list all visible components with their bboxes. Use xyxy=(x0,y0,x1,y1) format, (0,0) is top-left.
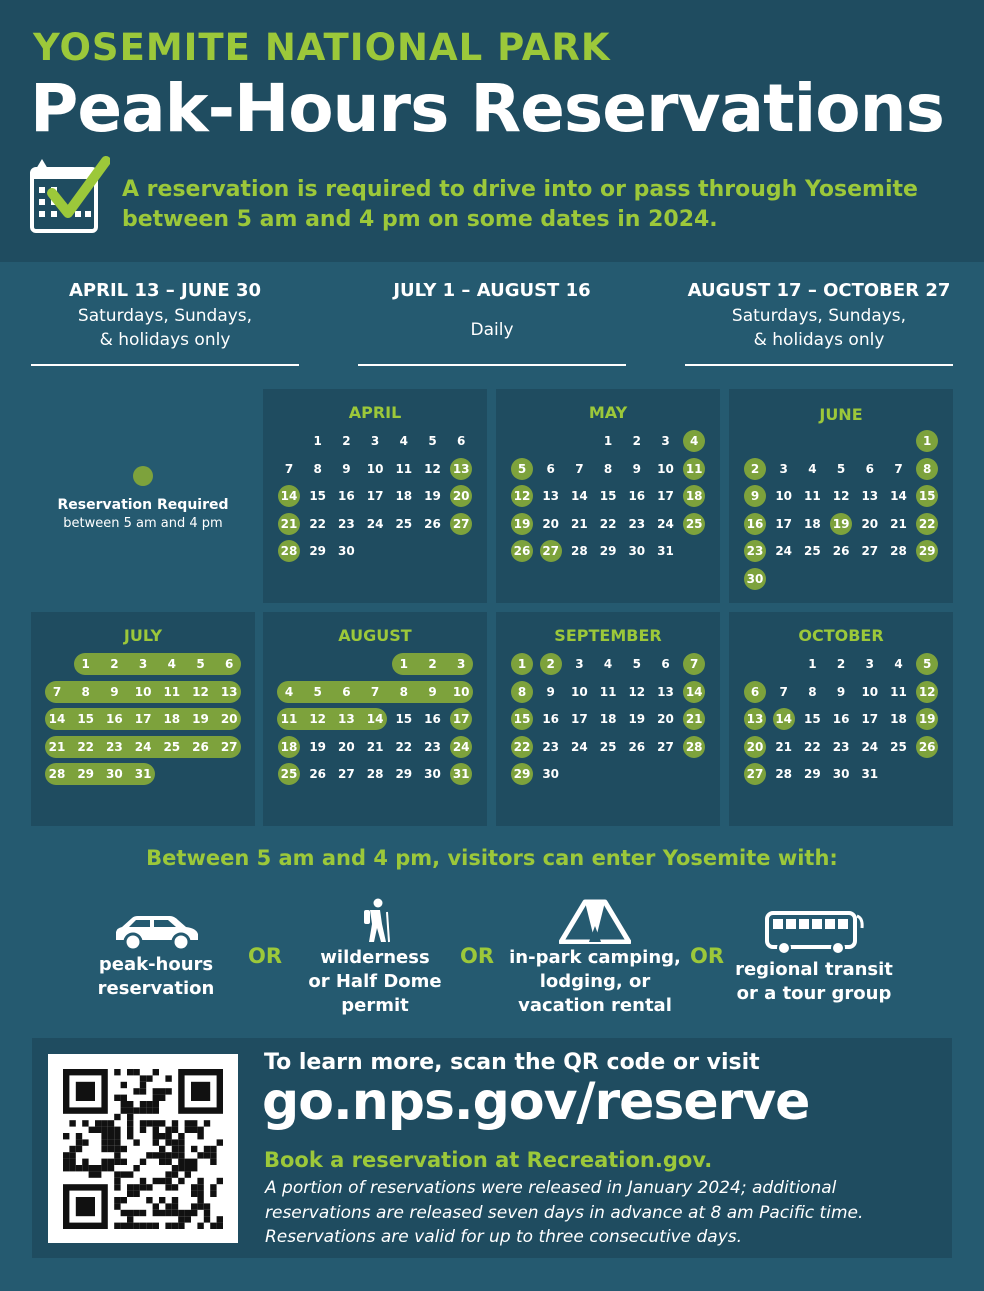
reserved-day: 13 xyxy=(744,708,766,730)
reserved-day: 9 xyxy=(110,684,119,699)
period-spring xyxy=(31,278,299,366)
hiker-icon xyxy=(360,898,392,944)
period-title: AUGUST 17 – OCTOBER 27 xyxy=(687,280,951,301)
calendar-day: 1 xyxy=(808,657,817,671)
calendar-day: 18 xyxy=(395,489,413,504)
option-permit: wilderness or Half Dome permit xyxy=(308,947,442,1016)
calendar-day: 7 xyxy=(575,461,584,476)
calendar-day: 15 xyxy=(599,489,617,504)
qr-code-icon[interactable] xyxy=(48,1054,238,1243)
reserved-day: 1 xyxy=(399,657,408,671)
reserved-day: 2 xyxy=(540,653,562,675)
reserved-day: 2 xyxy=(428,657,437,671)
legend-title: Reservation Required xyxy=(57,497,229,513)
reserved-day: 5 xyxy=(196,657,205,671)
calendar-day: 10 xyxy=(657,461,674,476)
calendar-day: 15 xyxy=(395,712,413,727)
park-name: YOSEMITE NATIONAL PARK xyxy=(33,26,611,69)
footer xyxy=(32,1038,952,1258)
reserved-day: 13 xyxy=(338,712,355,727)
reserved-day: 7 xyxy=(683,653,705,675)
period-title: APRIL 13 – JUNE 30 xyxy=(69,280,261,301)
calendar-day: 9 xyxy=(836,684,846,699)
reserved-day: 11 xyxy=(683,458,705,480)
calendar-day: 22 xyxy=(395,739,413,754)
calendar-day: 17 xyxy=(366,489,384,504)
reserved-day: 4 xyxy=(683,430,705,452)
legend-dot xyxy=(133,466,153,486)
reserved-day: 26 xyxy=(916,736,938,758)
calendar-day: 23 xyxy=(832,739,850,754)
reserved-day: 22 xyxy=(77,739,95,754)
calendar-day: 19 xyxy=(424,489,441,504)
reserved-day: 25 xyxy=(278,763,300,785)
month-title: AUGUST xyxy=(338,626,412,645)
reserved-day: 14 xyxy=(773,708,795,730)
reserved-day: 21 xyxy=(48,739,66,754)
reserved-day: 20 xyxy=(220,712,238,727)
calendar-day: 9 xyxy=(342,461,351,476)
reserved-day: 29 xyxy=(511,763,533,785)
reserved-day: 24 xyxy=(450,736,472,758)
calendar-day: 15 xyxy=(309,489,327,504)
calendar-day: 16 xyxy=(424,712,441,727)
reserved-day: 31 xyxy=(134,767,152,782)
reserved-day: 27 xyxy=(220,739,238,754)
calendar-day: 30 xyxy=(832,767,850,782)
or-label: OR xyxy=(460,944,495,968)
calendar-day: 29 xyxy=(599,544,617,559)
calendar-day: 24 xyxy=(366,516,384,531)
reserved-day: 15 xyxy=(916,485,938,507)
entry-title: Between 5 am and 4 pm, visitors can enter Yosemite with: xyxy=(146,846,838,870)
reserved-day: 21 xyxy=(278,513,300,535)
calendar-day: 3 xyxy=(779,461,788,476)
calendar-day: 3 xyxy=(865,657,874,671)
calendar-day: 13 xyxy=(542,489,560,504)
calendar-october xyxy=(729,612,953,826)
calendar-day: 25 xyxy=(599,739,617,754)
month-title: JULY xyxy=(123,626,163,645)
calendar-day: 2 xyxy=(632,434,641,448)
reserved-day: 8 xyxy=(399,684,408,699)
reserved-day: 11 xyxy=(163,684,181,699)
reserved-day: 25 xyxy=(683,513,705,535)
reserved-day: 27 xyxy=(744,763,766,785)
legend xyxy=(32,466,254,532)
reserved-day: 14 xyxy=(278,485,300,507)
reserved-day: 29 xyxy=(916,540,938,562)
month-title: OCTOBER xyxy=(798,626,884,645)
calendar-day: 18 xyxy=(804,516,821,531)
learn-more-text: To learn more, scan the QR code or visit xyxy=(264,1050,760,1075)
reserved-day: 28 xyxy=(278,540,300,562)
reserved-day: 23 xyxy=(106,739,123,754)
calendar-day: 24 xyxy=(657,516,674,531)
calendar-day: 27 xyxy=(657,739,674,754)
calendar-day: 14 xyxy=(890,489,907,504)
month-title: APRIL xyxy=(348,403,402,422)
reserved-day: 27 xyxy=(540,540,562,562)
header xyxy=(0,0,984,262)
reserved-day: 15 xyxy=(77,712,95,727)
reserved-day: 12 xyxy=(309,712,327,727)
intro-text xyxy=(122,175,952,235)
calendar-day: 24 xyxy=(775,544,793,559)
calendar-day: 18 xyxy=(890,712,907,727)
calendar-day: 28 xyxy=(571,544,588,559)
reserved-day: 8 xyxy=(916,458,938,480)
reserved-day: 6 xyxy=(744,681,766,703)
calendar-day: 26 xyxy=(832,544,850,559)
reserved-day: 20 xyxy=(450,485,472,507)
reserved-day: 19 xyxy=(511,513,533,535)
reserved-day: 7 xyxy=(370,684,380,699)
calendar-day: 4 xyxy=(603,657,613,671)
calendar-day: 5 xyxy=(836,461,846,476)
calendar-day: 5 xyxy=(632,657,641,671)
calendar-day: 31 xyxy=(657,544,674,559)
calendar-day: 26 xyxy=(309,767,327,782)
calendar-day: 22 xyxy=(599,516,617,531)
reserved-day: 5 xyxy=(916,653,938,675)
reserved-day: 8 xyxy=(511,681,533,703)
reserved-day: 27 xyxy=(450,513,472,535)
month-title: JUNE xyxy=(819,405,863,424)
calendar-day: 11 xyxy=(890,684,907,699)
calendar-august xyxy=(263,612,487,826)
calendar-day: 17 xyxy=(657,489,674,504)
calendar-day: 20 xyxy=(657,712,674,727)
calendar-day: 19 xyxy=(628,712,646,727)
reserved-day: 28 xyxy=(48,767,66,782)
calendar-day: 17 xyxy=(861,712,879,727)
calendar-day: 16 xyxy=(628,489,646,504)
book-reservation-text: Book a reservation at Recreation.gov. xyxy=(264,1148,713,1172)
calendar-day: 7 xyxy=(779,684,788,699)
calendar-day: 21 xyxy=(890,516,907,531)
reserved-day: 19 xyxy=(830,513,852,535)
calendar-day: 10 xyxy=(366,461,384,476)
calendar-day: 12 xyxy=(424,461,441,476)
reserved-day: 10 xyxy=(452,684,470,699)
option-transit: regional transit or a tour group xyxy=(735,959,893,1004)
calendar-day: 10 xyxy=(861,684,879,699)
reserved-day: 26 xyxy=(511,540,533,562)
calendar-day: 16 xyxy=(542,712,560,727)
reserved-day: 12 xyxy=(916,681,938,703)
reserved-day: 29 xyxy=(77,767,95,782)
reserved-day: 24 xyxy=(134,739,152,754)
calendar-check-icon xyxy=(30,155,110,235)
calendar-day: 16 xyxy=(338,489,355,504)
reserved-day: 1 xyxy=(81,657,90,671)
calendar-day: 7 xyxy=(894,461,903,476)
calendar-day: 28 xyxy=(366,767,384,782)
calendar-day: 7 xyxy=(284,461,294,476)
reserved-day: 6 xyxy=(225,657,234,671)
calendar-april xyxy=(263,389,487,603)
calendar-day: 1 xyxy=(603,434,613,448)
reserved-day: 28 xyxy=(683,736,705,758)
calendar-day: 25 xyxy=(395,516,413,531)
reserved-day: 13 xyxy=(220,684,238,699)
calendar-day: 6 xyxy=(546,461,555,476)
calendar-day: 10 xyxy=(775,489,793,504)
calendar-day: 5 xyxy=(428,434,437,448)
reserved-day: 17 xyxy=(134,712,152,727)
calendar-day: 23 xyxy=(338,516,355,531)
calendar-june xyxy=(729,389,953,603)
calendar-day: 27 xyxy=(338,767,355,782)
calendar-day: 8 xyxy=(603,461,613,476)
bus-icon xyxy=(764,910,864,956)
calendar-day: 29 xyxy=(309,544,327,559)
calendar-day: 20 xyxy=(542,516,560,531)
calendar-day: 21 xyxy=(775,739,793,754)
calendar-day: 21 xyxy=(571,516,588,531)
calendar-day: 6 xyxy=(661,657,670,671)
period-summer xyxy=(358,278,626,366)
calendar-day: 2 xyxy=(836,657,846,671)
reserved-day: 4 xyxy=(284,684,294,699)
reserved-day: 22 xyxy=(511,736,533,758)
calendar-day: 29 xyxy=(804,767,821,782)
calendar-day: 25 xyxy=(890,739,907,754)
calendar-day: 28 xyxy=(890,544,907,559)
reserved-day: 30 xyxy=(744,568,766,590)
reserved-day: 18 xyxy=(683,485,705,507)
reserved-day: 2 xyxy=(110,657,119,671)
calendar-day: 26 xyxy=(628,739,646,754)
calendar-day: 17 xyxy=(775,516,793,531)
month-title: SEPTEMBER xyxy=(554,626,662,645)
month-title: MAY xyxy=(588,403,628,422)
reserved-day: 1 xyxy=(511,653,533,675)
option-reservation: peak-hours reservation xyxy=(97,954,215,999)
period-days: Saturdays, Sundays, & holidays only xyxy=(77,306,253,350)
reserved-day: 16 xyxy=(744,513,766,535)
reserved-day: 15 xyxy=(511,708,533,730)
reserved-day: 30 xyxy=(106,767,123,782)
calendar-day: 14 xyxy=(571,489,588,504)
calendar-day: 30 xyxy=(628,544,646,559)
calendar-day: 11 xyxy=(804,489,821,504)
calendar-day: 31 xyxy=(861,767,879,782)
reserve-url-link[interactable]: go.nps.gov/reserve xyxy=(262,1072,810,1132)
reserved-day: 14 xyxy=(683,681,705,703)
calendar-day: 10 xyxy=(571,684,588,699)
reserved-day: 25 xyxy=(163,739,181,754)
calendar-day: 4 xyxy=(808,461,817,476)
calendar-day: 15 xyxy=(804,712,821,727)
calendar-day: 26 xyxy=(424,516,441,531)
calendar-day: 3 xyxy=(661,434,670,448)
calendar-may xyxy=(496,389,720,603)
calendar-day: 29 xyxy=(395,767,413,782)
reserved-day: 2 xyxy=(744,458,766,480)
calendar-july xyxy=(31,612,255,826)
reserved-day: 20 xyxy=(744,736,766,758)
reserved-day: 5 xyxy=(511,458,533,480)
calendar-day: 18 xyxy=(599,712,617,727)
period-fall xyxy=(685,278,953,366)
calendar-day: 4 xyxy=(894,657,903,671)
reserved-day: 7 xyxy=(52,684,62,699)
reserved-day: 21 xyxy=(683,708,705,730)
calendar-day: 3 xyxy=(370,434,380,448)
reserved-day: 22 xyxy=(916,513,938,535)
reserved-day: 13 xyxy=(450,458,472,480)
reserved-day: 18 xyxy=(163,712,181,727)
calendar-day: 23 xyxy=(424,739,441,754)
calendar-day: 25 xyxy=(804,544,821,559)
calendar-day: 21 xyxy=(366,739,384,754)
period-days: Saturdays, Sundays, & holidays only xyxy=(731,306,907,350)
calendar-day: 8 xyxy=(808,684,817,699)
calendar-day: 12 xyxy=(832,489,850,504)
reserved-day: 9 xyxy=(744,485,766,507)
calendar-day: 22 xyxy=(309,516,327,531)
calendar-day: 11 xyxy=(395,461,413,476)
reservation-range-bar xyxy=(74,653,242,675)
calendar-day: 13 xyxy=(861,489,879,504)
calendar-day: 23 xyxy=(542,739,560,754)
intro-line-1: A reservation is required to drive into or pass through Yosemite xyxy=(122,177,918,202)
reserved-day: 14 xyxy=(366,712,384,727)
calendar-day: 30 xyxy=(542,767,560,782)
calendar-day: 19 xyxy=(309,739,327,754)
calendar-day: 20 xyxy=(338,739,355,754)
tent-icon xyxy=(559,898,631,944)
calendar-september xyxy=(496,612,720,826)
reserved-day: 19 xyxy=(192,712,209,727)
reserved-day: 18 xyxy=(278,736,300,758)
calendar-day: 27 xyxy=(861,544,879,559)
period-days: Daily xyxy=(470,320,514,340)
calendar-day: 16 xyxy=(832,712,850,727)
reserved-day: 31 xyxy=(450,763,472,785)
calendar-day: 1 xyxy=(313,434,322,448)
reserved-day: 8 xyxy=(81,684,90,699)
reserved-day: 1 xyxy=(916,430,938,452)
reserved-day: 14 xyxy=(48,712,66,727)
reserved-day: 3 xyxy=(138,657,148,671)
reserved-day: 9 xyxy=(428,684,437,699)
calendar-day: 22 xyxy=(804,739,821,754)
period-title: JULY 1 – AUGUST 16 xyxy=(393,280,591,301)
reserved-day: 26 xyxy=(192,739,209,754)
reserved-day: 4 xyxy=(167,657,176,671)
calendar-day: 24 xyxy=(861,739,879,754)
reserved-day: 3 xyxy=(457,657,466,671)
reserved-day: 11 xyxy=(280,712,298,727)
reserved-day: 10 xyxy=(134,684,152,699)
calendar-day: 23 xyxy=(628,516,646,531)
reserved-day: 12 xyxy=(511,485,533,507)
calendar-day: 2 xyxy=(342,434,351,448)
reserved-day: 12 xyxy=(192,684,209,699)
calendar-day: 6 xyxy=(457,434,466,448)
calendar-day: 3 xyxy=(575,657,584,671)
legend-sub: between 5 am and 4 pm xyxy=(63,516,223,531)
release-note: A portion of reservations were released in January 2024; additional reservations are released seven days in advance at 8 am Pacific time. Reservations are valid for up to three consecutive days. xyxy=(265,1178,864,1247)
option-camping: in-park camping, lodging, or vacation rental xyxy=(509,947,681,1016)
calendar-day: 12 xyxy=(628,684,646,699)
calendar-day: 20 xyxy=(861,516,879,531)
or-label: OR xyxy=(248,944,283,968)
reserved-day: 19 xyxy=(916,708,938,730)
page-title: Peak-Hours Reservations xyxy=(30,70,944,147)
calendar-day: 9 xyxy=(632,461,641,476)
reserved-day: 17 xyxy=(450,708,472,730)
car-icon xyxy=(112,912,200,952)
calendar-day: 30 xyxy=(424,767,441,782)
reserved-day: 5 xyxy=(313,684,322,699)
calendar-day: 24 xyxy=(571,739,588,754)
reserved-day: 6 xyxy=(342,684,351,699)
calendar-day: 6 xyxy=(865,461,874,476)
reserved-day: 23 xyxy=(744,540,766,562)
calendar-day: 30 xyxy=(338,544,355,559)
calendar-day: 17 xyxy=(571,712,588,727)
or-label: OR xyxy=(690,944,725,968)
intro-line-2: between 5 am and 4 pm on some dates in 2024. xyxy=(122,207,718,232)
calendar-day: 13 xyxy=(657,684,674,699)
reserved-day: 16 xyxy=(106,712,123,727)
calendar-day: 4 xyxy=(399,434,408,448)
calendar-day: 8 xyxy=(313,461,322,476)
calendar-day: 11 xyxy=(599,684,617,699)
calendar-day: 28 xyxy=(775,767,793,782)
calendar-day: 9 xyxy=(546,684,555,699)
